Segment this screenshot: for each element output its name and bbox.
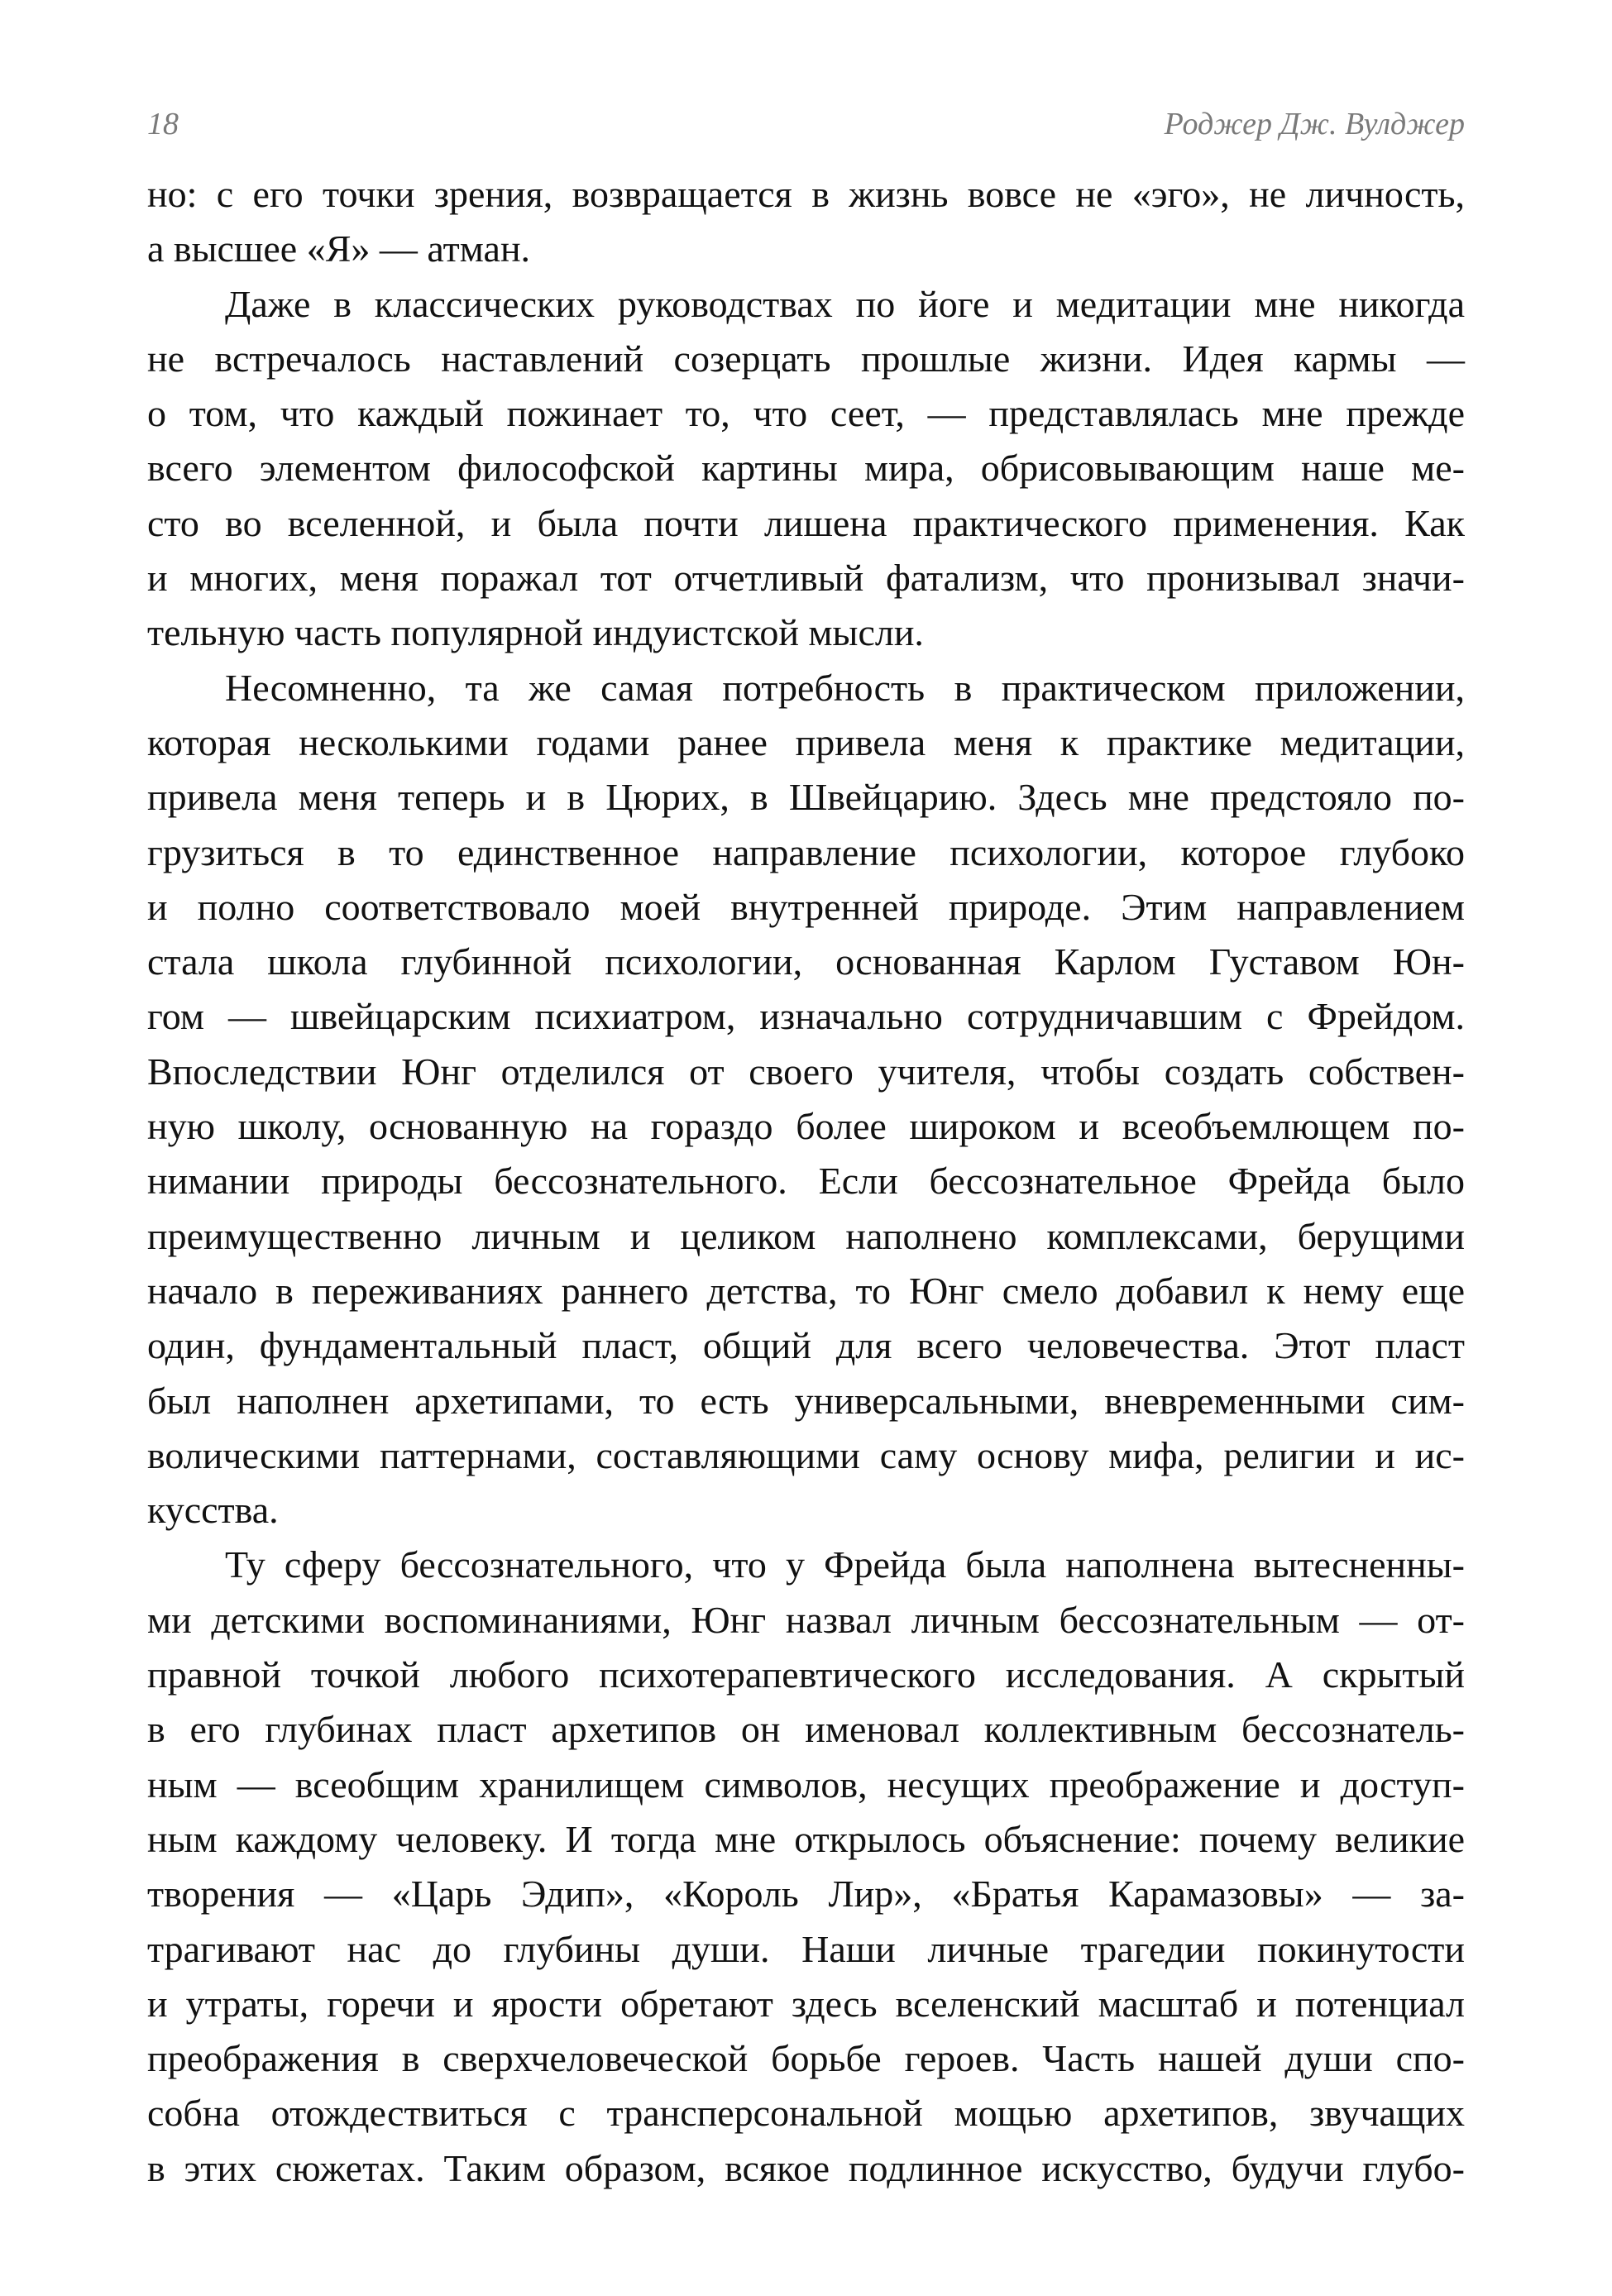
text-line: привела меня теперь и в Цюрих, в Швейцарию. Здесь мне предстояло по- [147, 776, 1465, 819]
text-line: Впоследствии Юнг отделился от своего учителя, чтобы создать собствен- [147, 1050, 1465, 1093]
text-line: один, фундаментальный пласт, общий для всего человечества. Этот пласт [147, 1324, 1465, 1367]
text-line: ным каждому человеку. И тогда мне открылось объяснение: почему великие [147, 1817, 1465, 1860]
text-line: стала школа глубинной психологии, основанная Карлом Густавом Юн- [147, 940, 1465, 983]
text-line: Несомненно, та же самая потребность в практическом приложении, [225, 666, 1465, 709]
text-line: трагивают нас до глубины души. Наши личные трагедии покинутости [147, 1927, 1465, 1970]
running-head [147, 106, 1465, 155]
text-line: тельную часть популярной индуистской мысли. [147, 611, 924, 654]
text-line: начало в переживаниях раннего детства, то Юнг смело добавил к нему еще [147, 1269, 1465, 1312]
text-line: преображения в сверхчеловеческой борьбе героев. Часть нашей души спо- [147, 2037, 1465, 2080]
text-line: в его глубинах пласт архетипов он именовал коллективным бессознатель- [147, 1708, 1465, 1751]
text-line: сто во вселенной, и была почти лишена практического применения. Как [147, 501, 1465, 544]
text-line: Даже в классических руководствах по йоге и медитации мне никогда [225, 282, 1465, 325]
text-line: но: с его точки зрения, возвращается в жизнь вовсе не «эго», не личность, [147, 173, 1465, 215]
text-line: кусства. [147, 1489, 279, 1532]
text-line: гом — швейцарским психиатром, изначально сотрудничавшим с Фрейдом. [147, 995, 1465, 1038]
text-line: ми детскими воспоминаниями, Юнг назвал личным бессознательным — от- [147, 1598, 1465, 1641]
text-line: ную школу, основанную на гораздо более широком и всеобъемлющем по- [147, 1105, 1465, 1148]
text-line: о том, что каждый пожинает то, что сеет, — представлялась мне прежде [147, 392, 1465, 435]
text-line: творения — «Царь Эдип», «Король Лир», «Братья Карамазовы» — за- [147, 1873, 1465, 1916]
text-line: был наполнен архетипами, то есть универсальными, вневременными сим- [147, 1379, 1465, 1422]
text-line: не встречалось наставлений созерцать прошлые жизни. Идея кармы — [147, 337, 1465, 380]
text-line: волическими паттернами, составляющими саму основу мифа, религии и ис- [147, 1433, 1465, 1476]
text-line: и утраты, горечи и ярости обретают здесь вселенский масштаб и потенциал [147, 1982, 1465, 2025]
text-line: которая несколькими годами ранее привела меня к практике медитации, [147, 720, 1465, 763]
text-line: и многих, меня поражал тот отчетливый фатализм, что пронизывал значи- [147, 557, 1465, 600]
text-line: ным — всеобщим хранилищем символов, несущих преображение и доступ- [147, 1763, 1465, 1806]
text-line: а высшее «Я» — атман. [147, 227, 531, 270]
text-line: собна отождествиться с трансперсональной мощью архетипов, звучащих [147, 2092, 1465, 2135]
text-line: грузиться в то единственное направление психологии, которое глубоко [147, 830, 1465, 873]
running-title: Роджер Дж. Вулджер [1164, 107, 1465, 141]
page-number: 18 [147, 107, 179, 141]
text-line: нимании природы бессознательного. Если бессознательное Фрейда было [147, 1160, 1465, 1203]
text-line: всего элементом философской картины мира, обрисовывающим наше ме- [147, 447, 1465, 490]
body-text [147, 167, 1465, 2196]
text-line: преимущественно личным и целиком наполнено комплексами, берущими [147, 1214, 1465, 1257]
text-line: Ту сферу бессознательного, что у Фрейда была наполнена вытесненны- [225, 1543, 1465, 1586]
text-line: правной точкой любого психотерапевтического исследования. А скрытый [147, 1653, 1465, 1696]
text-line: и полно соответствовало моей внутренней природе. Этим направлением [147, 885, 1465, 928]
text-line: в этих сюжетах. Таким образом, всякое подлинное искусство, будучи глубо- [147, 2146, 1465, 2189]
